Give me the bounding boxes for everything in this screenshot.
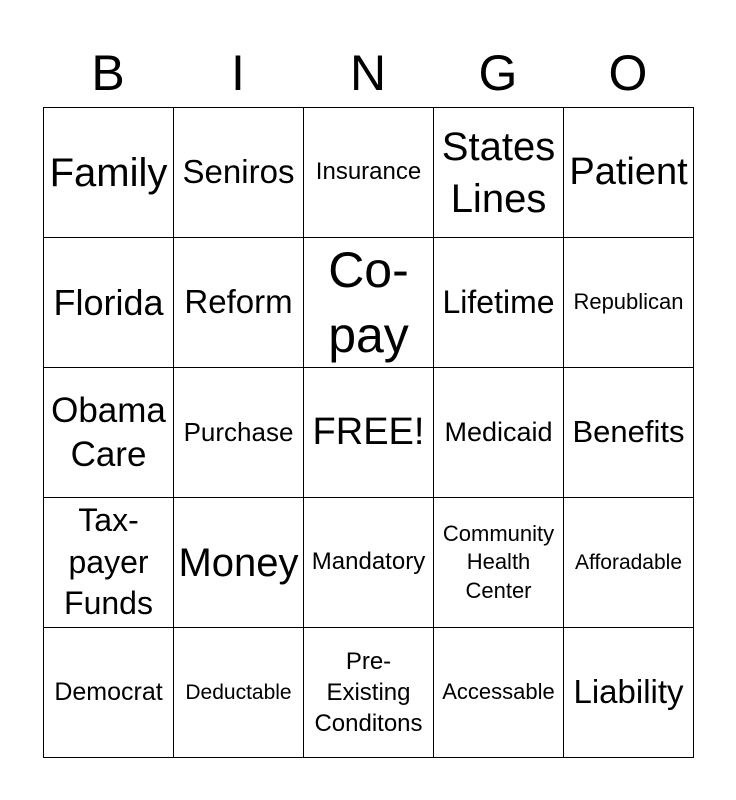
- bingo-cell[interactable]: Co- pay: [304, 238, 434, 368]
- bingo-cell[interactable]: Money: [174, 498, 304, 628]
- bingo-cell[interactable]: Medicaid: [434, 368, 564, 498]
- bingo-cell[interactable]: Pre- Existing Conditons: [304, 628, 434, 758]
- bingo-cell[interactable]: Deductable: [174, 628, 304, 758]
- bingo-cell[interactable]: Liability: [564, 628, 694, 758]
- bingo-cell[interactable]: Lifetime: [434, 238, 564, 368]
- bingo-board: [43, 107, 694, 758]
- bingo-cell[interactable]: Afforadable: [564, 498, 694, 628]
- bingo-cell[interactable]: Purchase: [174, 368, 304, 498]
- bingo-cell[interactable]: Patient: [564, 108, 694, 238]
- bingo-cell[interactable]: Seniros: [174, 108, 304, 238]
- free-space[interactable]: FREE!: [304, 368, 434, 498]
- bingo-cell[interactable]: Accessable: [434, 628, 564, 758]
- header-letter-i: I: [231, 45, 245, 101]
- bingo-cell[interactable]: Reform: [174, 238, 304, 368]
- bingo-cell[interactable]: Democrat: [44, 628, 174, 758]
- bingo-cell[interactable]: Community Health Center: [434, 498, 564, 628]
- bingo-cell[interactable]: Benefits: [564, 368, 694, 498]
- header-letter-g: G: [478, 45, 518, 101]
- bingo-header: [43, 40, 693, 106]
- header-letter-n: N: [349, 45, 387, 101]
- bingo-cell[interactable]: Florida: [44, 238, 174, 368]
- bingo-cell[interactable]: Mandatory: [304, 498, 434, 628]
- bingo-cell[interactable]: Obama Care: [44, 368, 174, 498]
- bingo-cell[interactable]: Insurance: [304, 108, 434, 238]
- header-letter-b: B: [91, 45, 125, 101]
- bingo-cell[interactable]: Family: [44, 108, 174, 238]
- bingo-cell[interactable]: Republican: [564, 238, 694, 368]
- header-letter-o: O: [608, 45, 648, 101]
- bingo-cell[interactable]: States Lines: [434, 108, 564, 238]
- bingo-cell[interactable]: Tax- payer Funds: [44, 498, 174, 628]
